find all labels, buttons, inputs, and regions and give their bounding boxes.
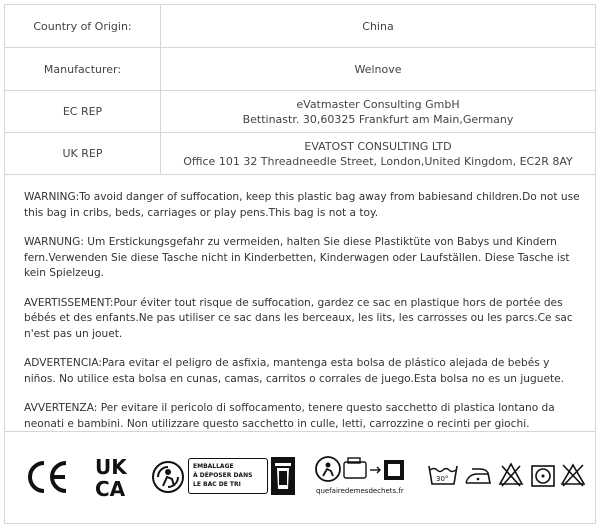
- ukca-top-text: UK: [95, 456, 127, 479]
- warning-de: WARNUNG: Um Erstickungsgefahr zu vermeiden, halten Sie diese Plastiktüte von Babys und Kindern fern.Verwenden Sie diese Tasche nicht in Kinderbetten, Kinderwagen oder Laufställen. Diese Tasche ist kein Spielzeug.: [24, 236, 570, 279]
- ce-mark-icon: [26, 460, 70, 494]
- uk-rep-line-2: Office 101 32 Threadneedle Street, London,United Kingdom, EC2R 8AY: [183, 154, 573, 168]
- triman-small-icon: [314, 455, 342, 483]
- sorting-url: [316, 484, 412, 496]
- ukca-mark-icon: [94, 456, 132, 498]
- tumble-dry-icon: [530, 462, 556, 488]
- sorting-info-icon: [342, 454, 410, 482]
- ukca-bottom-text: CA: [95, 477, 126, 498]
- no-dry-clean-icon: [560, 462, 586, 488]
- sorting-url-text: quefairedemesdechets.fr: [316, 487, 404, 495]
- table-row: [5, 133, 596, 175]
- table-row: [5, 91, 596, 133]
- warning-it: AVVERTENZA: Per evitare il pericolo di soffocamento, tenere questo sacchetto di plastica lontano da neonati e bambini. Non utilizzare questo sacchetto in culle, letti, carrozzine o recinti per giochi.: [24, 402, 555, 430]
- no-bleach-icon: [498, 462, 524, 488]
- warnings-section: [24, 190, 584, 446]
- uk-rep-value: [161, 133, 596, 175]
- origin-label: Country of Origin:: [5, 5, 161, 48]
- manufacturer-label: Manufacturer:: [5, 48, 161, 91]
- sorting-info-box: [188, 458, 268, 494]
- certification-icons: [4, 432, 596, 524]
- wash-temp-text: 30°: [436, 475, 449, 483]
- trash-bin-icon: [270, 456, 296, 496]
- ec-rep-value: [161, 91, 596, 133]
- warning-en: WARNING:To avoid danger of suffocation, keep this plastic bag away from babiesand children.Do not use this bag in cribs, beds, carriages or play pens.This bag is not a toy.: [24, 191, 580, 219]
- sorting-line-1: EMBALLAGE: [193, 463, 234, 470]
- uk-rep-line-1: EVATOST CONSULTING LTD: [304, 139, 452, 153]
- table-row: [5, 5, 596, 48]
- origin-value: China: [161, 5, 596, 48]
- wash-30-icon: [428, 464, 458, 486]
- sorting-line-2: À DÉPOSER DANS: [193, 472, 253, 479]
- info-table: [4, 4, 596, 175]
- warning-fr: AVERTISSEMENT:Pour éviter tout risque de suffocation, gardez ce sac en plastique hors de portée des bébés et des enfants.Ne pas utiliser ce sac dans les berceaux, les lits, les carrosses ou les parcs.Ce sac n'est pas un jouet.: [24, 296, 573, 340]
- triman-icon: [150, 459, 186, 495]
- ec-rep-line-1: eVatmaster Consulting GmbH: [296, 97, 460, 111]
- ec-rep-line-2: Bettinastr. 30,60325 Frankfurt am Main,Germany: [242, 112, 514, 126]
- sorting-line-3: LE BAC DE TRI: [193, 481, 241, 488]
- uk-rep-label: UK REP: [5, 133, 161, 175]
- table-row: [5, 48, 596, 91]
- warning-es: ADVERTENCIA:Para evitar el peligro de asfixia, mantenga esta bolsa de plástico alejada de bebés y niños. No utilice esta bolsa en cunas, camas, carritos o corrales de juego.Esta bolsa no es un juguete.: [24, 357, 565, 385]
- iron-low-icon: [464, 466, 492, 486]
- ec-rep-label: EC REP: [5, 91, 161, 133]
- manufacturer-value: Welnove: [161, 48, 596, 91]
